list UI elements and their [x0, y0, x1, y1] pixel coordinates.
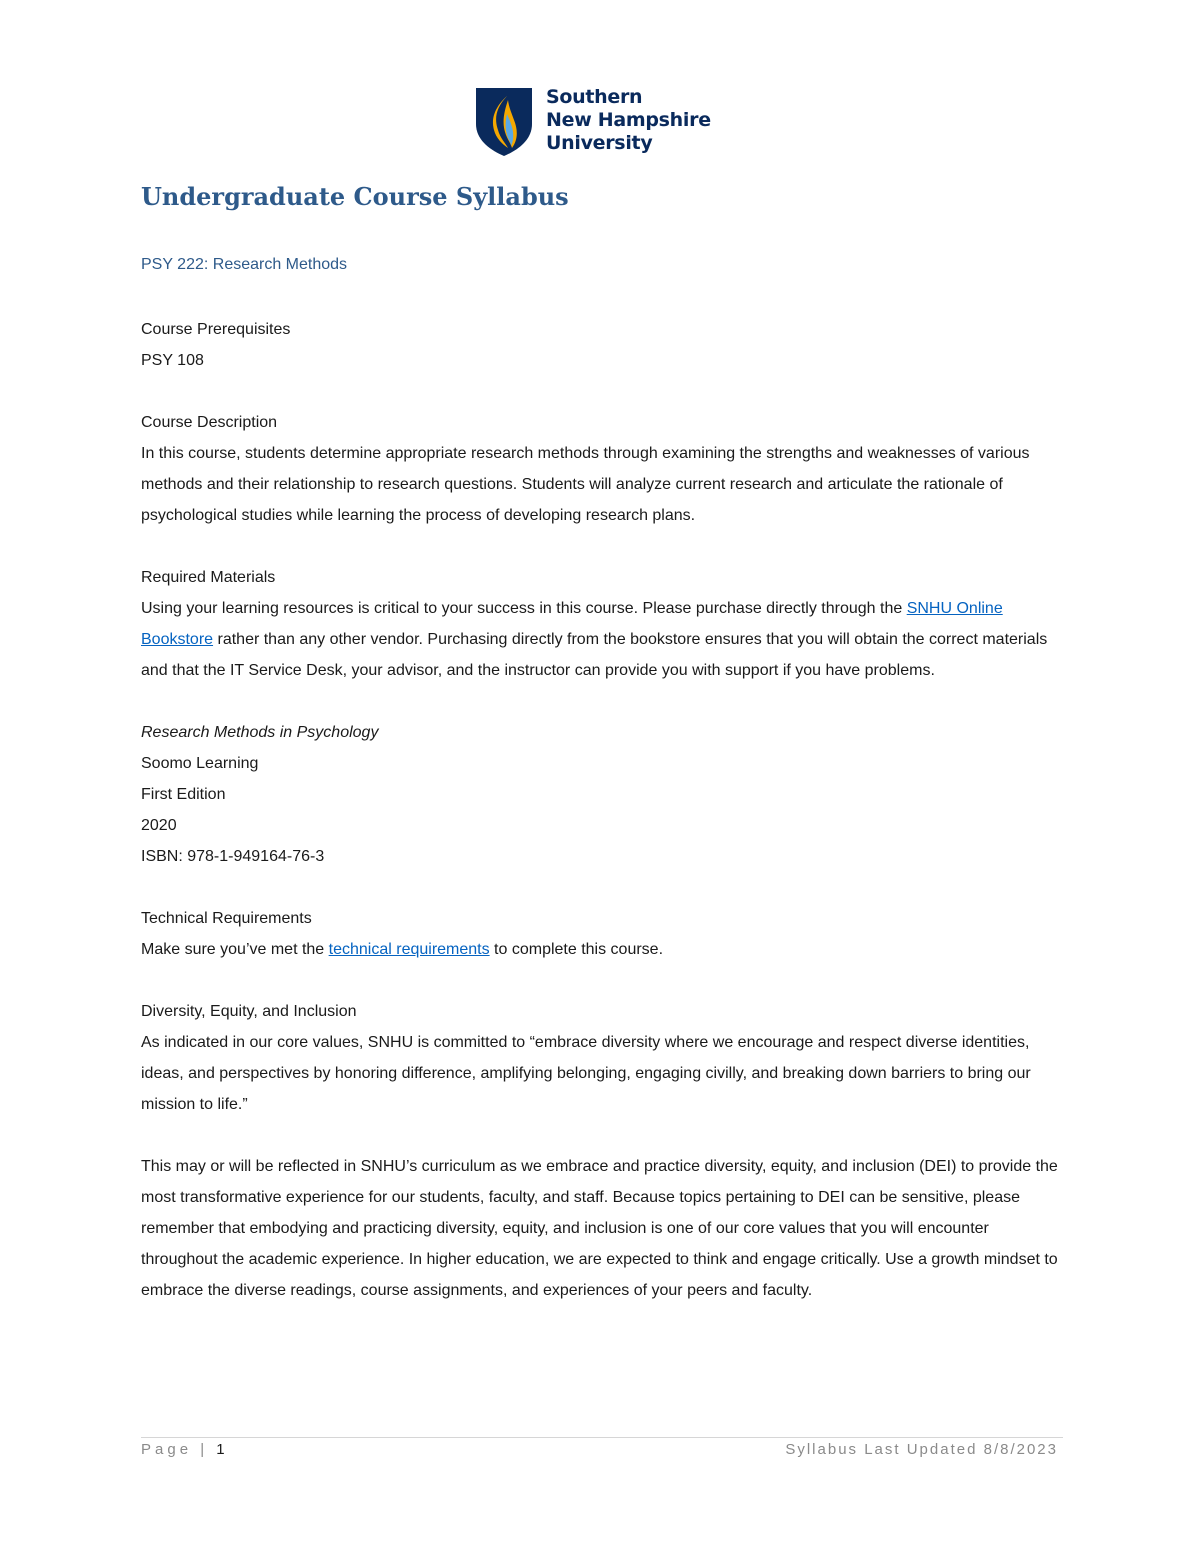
materials-body — [141, 593, 1061, 686]
last-updated: Syllabus Last Updated 8/8/2023 — [785, 1441, 1058, 1458]
description-body: In this course, students determine appropriate research methods through examining the strengths and weaknesses of various methods and their relationship to research questions. Students will analyze current research and articulate the rationale of psychological studies while learning the process of developing research plans. — [141, 445, 1030, 524]
page-number — [141, 1441, 229, 1458]
footer-divider — [141, 1437, 1063, 1438]
logo-line-2: New Hampshire — [546, 109, 711, 131]
prerequisites-value: PSY 108 — [141, 352, 204, 369]
page-label: Page | — [141, 1441, 217, 1458]
shield-flame-icon — [474, 86, 534, 158]
book-edition: First Edition — [141, 786, 226, 803]
materials-body-end: rather than any other vendor. Purchasing directly from the bookstore ensures that you will obtain the correct materials and that the IT Service Desk, your advisor, and the instructor can provide you with support if you have problems. — [141, 631, 1048, 679]
technical-body — [141, 934, 1061, 965]
prerequisites-heading: Course Prerequisites — [141, 321, 291, 338]
page-number-value: 1 — [216, 1441, 229, 1458]
technical-heading: Technical Requirements — [141, 910, 312, 927]
dei-paragraph-2: This may or will be reflected in SNHU’s curriculum as we embrace and practice diversity, equity, and inclusion (DEI) to provide the most transformative experience for our students, faculty, and staff. Because topics pertaining to DEI can be sensitive, please remember that embodying and practicing diversity, equity, and inclusion is one of our core values that you will encounter throughout the academic experience. In higher education, we are expected to think and engage critically. Use a growth mindset to embrace the diverse readings, course assignments, and experiences of your peers and faculty. — [141, 1158, 1058, 1299]
book-publisher: Soomo Learning — [141, 755, 259, 772]
logo-wordmark — [546, 86, 711, 155]
logo-line-3: University — [546, 132, 653, 154]
page-title: Undergraduate Course Syllabus — [141, 182, 569, 211]
book-title: Research Methods in Psychology — [141, 724, 379, 741]
book-year: 2020 — [141, 817, 177, 834]
materials-heading: Required Materials — [141, 569, 276, 586]
dei-paragraph-1: As indicated in our core values, SNHU is committed to “embrace diversity where we encourage and respect diverse identities, ideas, and perspectives by honoring difference, amplifying belonging, engaging civilly, and breaking down barriers to bring our mission to life.” — [141, 1034, 1031, 1113]
book-isbn: ISBN: 978-1-949164-76-3 — [141, 848, 325, 865]
snhu-logo — [474, 86, 734, 158]
logo-line-1: Southern — [546, 86, 643, 108]
description-heading: Course Description — [141, 414, 278, 431]
technical-body-end: to complete this course. — [489, 941, 664, 958]
technical-body-start: Make sure you’ve met the — [141, 941, 329, 958]
materials-body-start: Using your learning resources is critical to your success in this course. Please purchase directly through the — [141, 600, 907, 617]
bookstore-link[interactable]: SNHU Online Bookstore — [141, 600, 1003, 648]
technical-requirements-link[interactable]: technical requirements — [328, 941, 490, 958]
dei-heading: Diversity, Equity, and Inclusion — [141, 1003, 357, 1020]
syllabus-content — [141, 314, 1061, 1306]
course-code: PSY 222: Research Methods — [141, 256, 348, 273]
